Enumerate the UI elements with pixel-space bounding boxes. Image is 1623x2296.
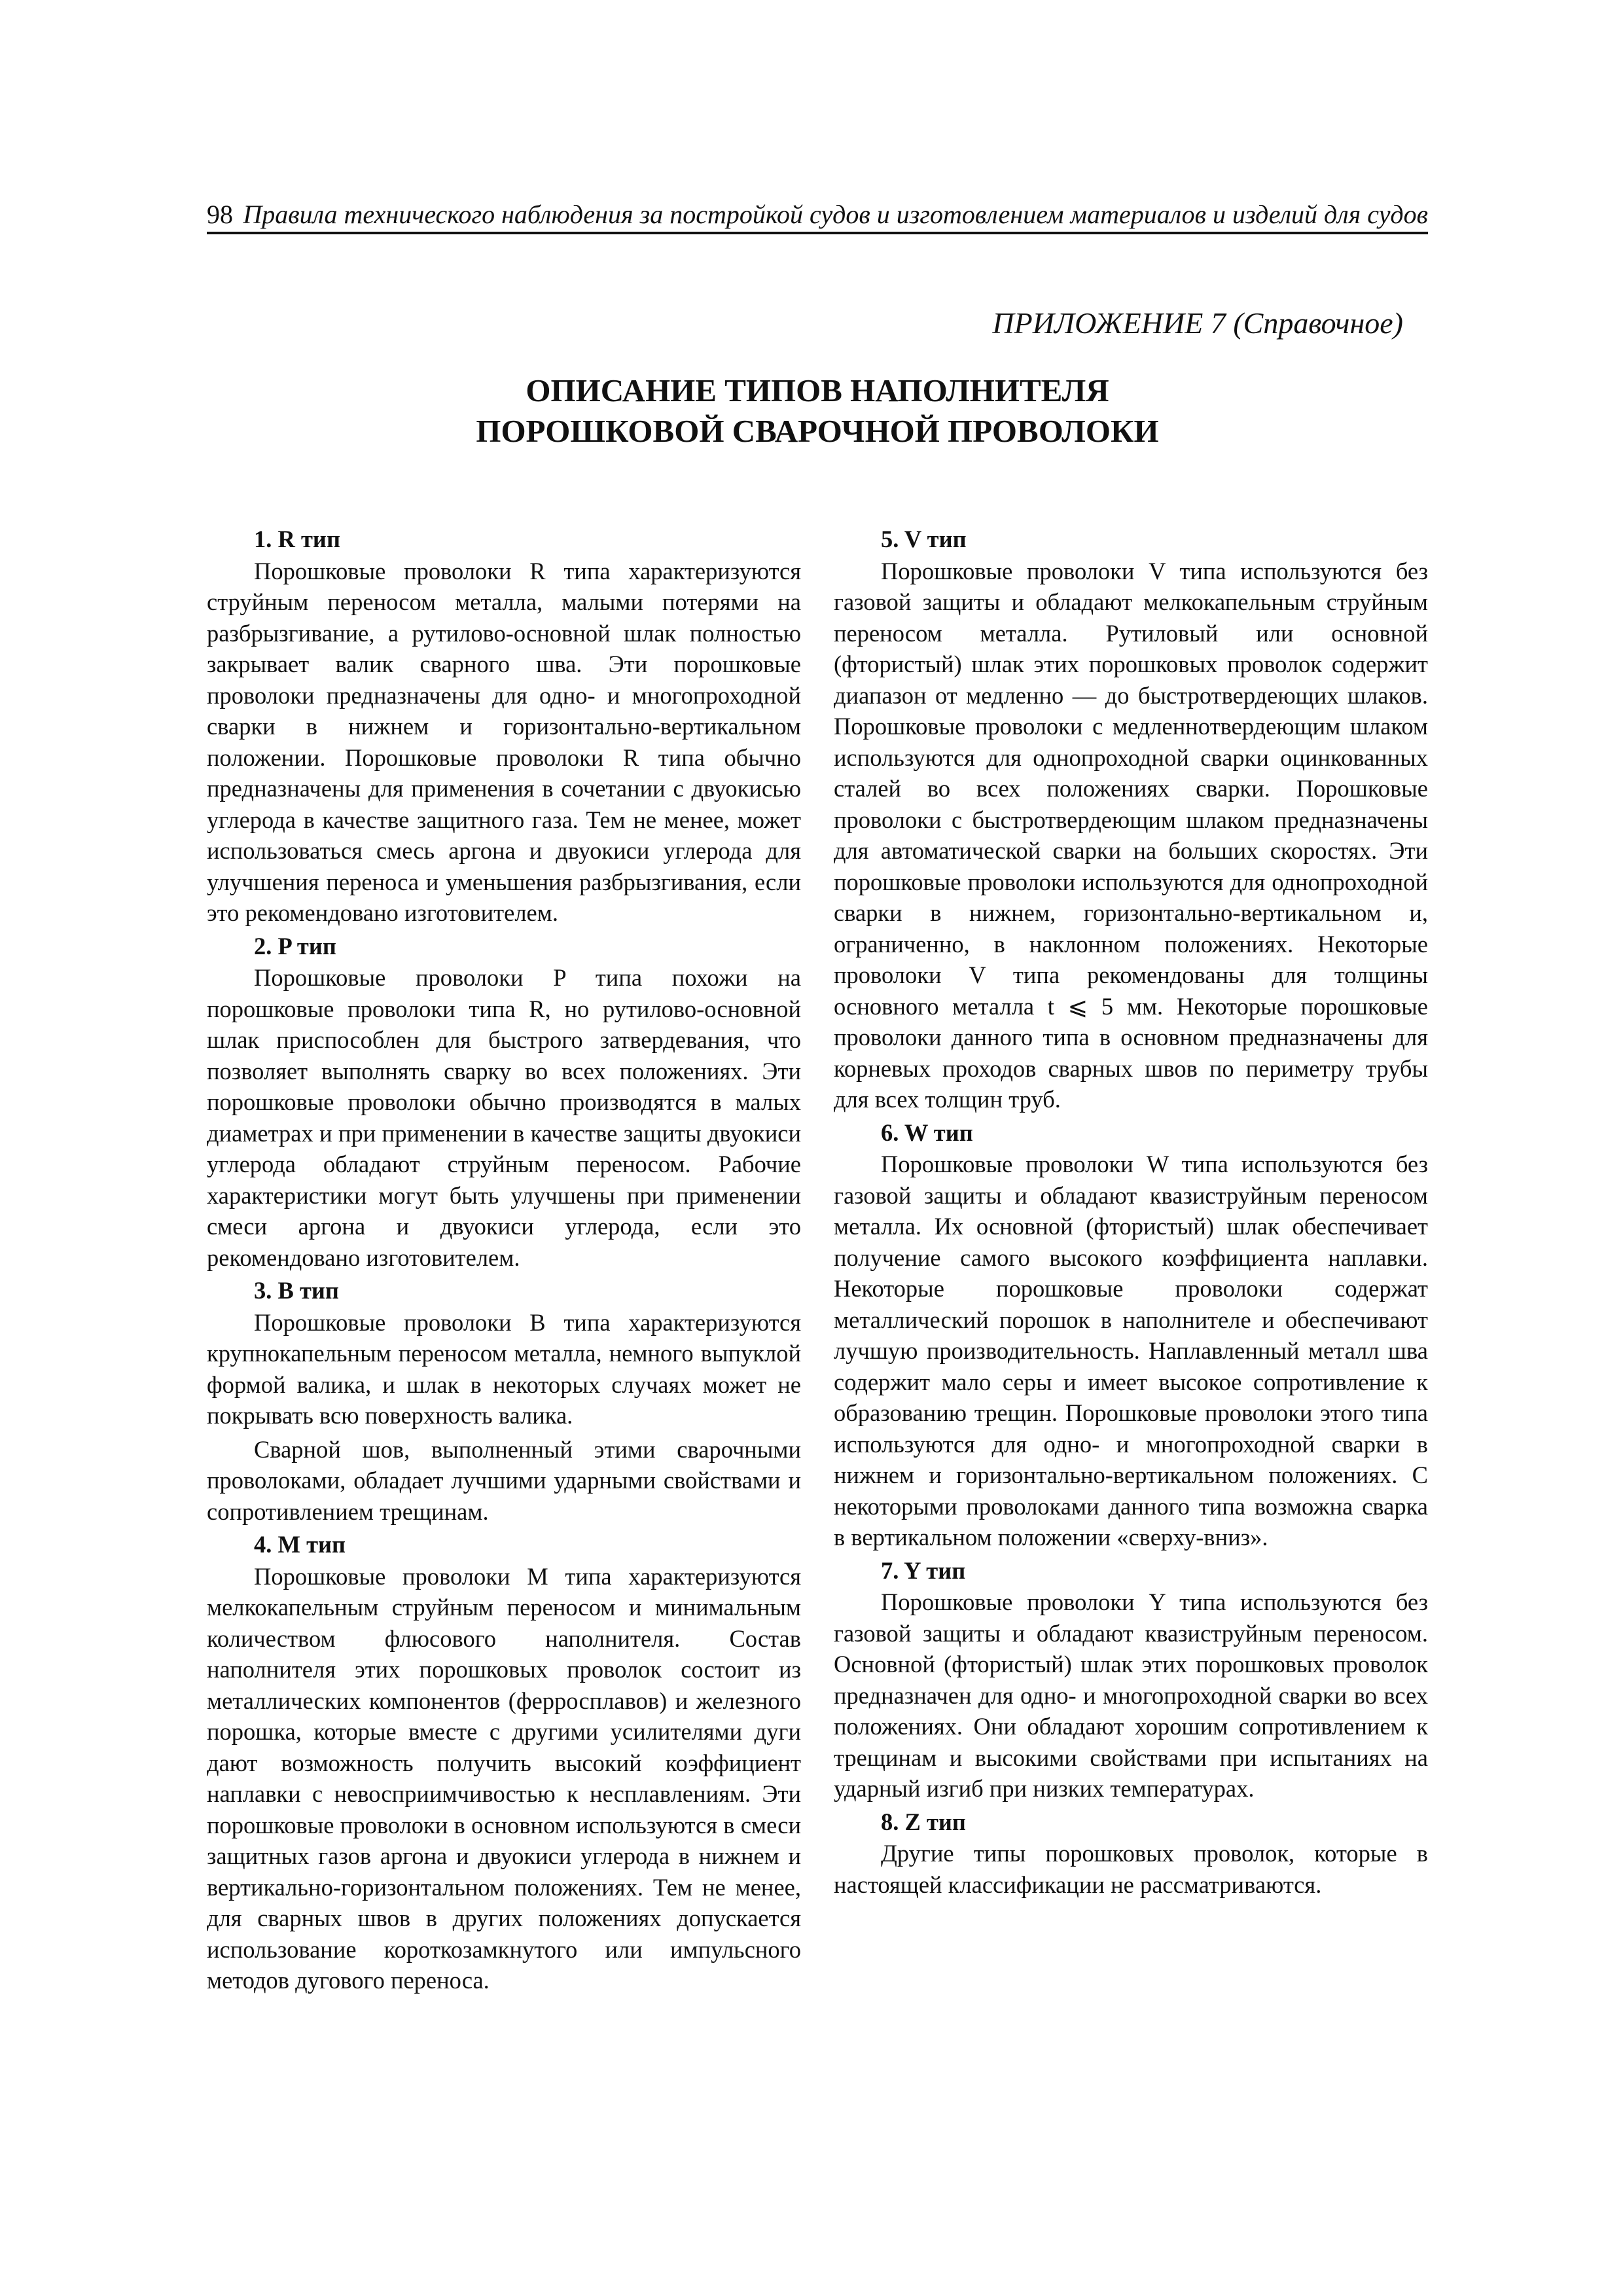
page-number: 98 bbox=[207, 200, 233, 229]
section-heading: 3. B тип bbox=[254, 1277, 339, 1304]
appendix-label: ПРИЛОЖЕНИЕ 7 (Справочное) bbox=[992, 306, 1403, 340]
section-heading: 7. Y тип bbox=[881, 1556, 966, 1584]
right-column bbox=[834, 524, 1428, 1902]
section-z-type bbox=[834, 1806, 1428, 1901]
running-header bbox=[207, 196, 1428, 234]
section-paragraph: Порошковые проволоки V типа используются без газовой защиты и обладают мелкокапельным струйным переносом металла. Рутиловый или основной (фтористый) шлак этих порошковых проволок содержит диапазон от медленно — до быстротвердеющих шлаков. Порошковые проволоки с медленнотвердеющим шлаком используются для однопроходной сварки оцинкованных сталей во всех положениях сварки. Порошковые проволоки с быстротвердеющим шлаком предназначены для автоматической сварки на больших скоростях. Эти порошковые проволоки используются для однопроходной сварки в нижнем, горизонтально-вертикальном и, ограниченно, в наклонном положениях. Некоторые проволоки V типа рекомендованы для толщины основного металла t ⩽ 5 мм. Некоторые порошковые проволоки данного типа в основном предназначены для корневых проходов сварных швов по периметру трубы для всех толщин труб. bbox=[834, 557, 1428, 1113]
section-w-type bbox=[834, 1117, 1428, 1553]
page-title bbox=[207, 370, 1428, 452]
section-p-type bbox=[207, 931, 801, 1274]
section-paragraph: Порошковые проволоки R типа характеризуются струйным переносом металла, малыми потерями на разбрызгивание, а рутилово-основной шлак полностью закрывает валик сварного шва. Эти порошковые проволоки предназначены для одно- и многопроходной сварки в нижнем и горизонтально-вертикальном положении. Порошковые проволоки R типа обычно предназначены для применения в сочетании с двуокисью углерода в качестве защитного газа. Тем не менее, может использоваться смесь аргона и двуокиси углерода для улучшения переноса и уменьшения разбрызгивания, если это рекомендовано изготовителем. bbox=[207, 557, 801, 926]
page-title-line-2: ПОРОШКОВОЙ СВАРОЧНОЙ ПРОВОЛОКИ bbox=[476, 413, 1159, 449]
section-paragraph: Сварной шов, выполненный этими сварочными проволоками, обладает лучшими ударными свойствами и сопротивлением трещинам. bbox=[207, 1435, 801, 1525]
section-paragraph: Порошковые проволоки Y типа используются без газовой защиты и обладают квазиструйным переносом. Основной (фтористый) шлак этих порошковых проволок предназначен для одно- и многопроходной сварки во всех положениях. Они обладают хорошим сопротивлением к трещинам и высокими свойствами при испытаниях на ударный изгиб при низких температурах. bbox=[834, 1588, 1428, 1802]
section-paragraph: Порошковые проволоки B типа характеризуются крупнокапельным переносом металла, немного выпуклой формой валика, и шлак в некоторых случаях может не покрывать всю поверхность валика. bbox=[207, 1308, 801, 1429]
page-title-line-1: ОПИСАНИЕ ТИПОВ НАПОЛНИТЕЛЯ bbox=[526, 372, 1109, 408]
running-title: Правила технического наблюдения за постройкой судов и изготовлением материалов и изделий для судов bbox=[243, 200, 1428, 229]
section-paragraph: Порошковые проволоки M типа характеризуются мелкокапельным струйным переносом и минимальным количеством флюсового наполнителя. Состав наполнителя этих порошковых проволок состоит из металлических компонентов (ферросплавов) и железного порошка, которые вместе с другими усилителями дуги дают возможность получить высокий коэффициент наплавки с невосприимчивостью к несплавлениям. Эти порошковые проволоки в основном используются в смеси защитных газов аргона и двуокиси углерода в нижнем и вертикально-горизонтальном положениях. Тем не менее, для сварных швов в других положениях допускается использование короткозамкнутого или импульсного методов дугового переноса. bbox=[207, 1562, 801, 1994]
section-paragraph: Порошковые проволоки P типа похожи на порошковые проволоки типа R, но рутилово-основной шлак приспособлен для быстрого затвердевания, что позволяет выполнять сварку во всех положениях. Эти порошковые проволоки обычно производятся в малых диаметрах и при применении в качестве защиты двуокиси углерода обладают струйным переносом. Рабочие характеристики могут быть улучшены при применении смеси аргона и двуокиси углерода, если это рекомендовано изготовителем. bbox=[207, 964, 801, 1271]
section-paragraph: Порошковые проволоки W типа используются без газовой защиты и обладают квазиструйным переносом металла. Их основной (фтористый) шлак обеспечивает получение самого высокого коэффициента наплавки. Некоторые порошковые проволоки содержат металлический порошок в наполнителе и обеспечивают лучшую производительность. Наплавленный металл шва содержит мало серы и имеет высокое сопротивление к образованию трещин. Порошковые проволоки этого типа используются для одно- и многопроходной сварки в нижнем и горизонтально-вертикальном положениях. С некоторыми проволоками данного типа возможна сварка в вертикальном положении «сверху-вниз». bbox=[834, 1151, 1428, 1551]
section-heading: 8. Z тип bbox=[881, 1808, 966, 1835]
section-y-type bbox=[834, 1555, 1428, 1804]
section-heading: 6. W тип bbox=[881, 1119, 973, 1146]
section-heading: 1. R тип bbox=[254, 526, 340, 552]
section-heading: 4. M тип bbox=[254, 1531, 346, 1558]
left-column bbox=[207, 524, 801, 1998]
section-v-type bbox=[834, 524, 1428, 1115]
section-m-type bbox=[207, 1529, 801, 1996]
section-paragraph: Другие типы порошковых проволок, которые в настоящей классификации не рассматриваются. bbox=[834, 1840, 1428, 1898]
section-heading: 2. P тип bbox=[254, 932, 336, 960]
section-r-type bbox=[207, 524, 801, 929]
section-heading: 5. V тип bbox=[881, 526, 967, 552]
section-b-type bbox=[207, 1275, 801, 1527]
